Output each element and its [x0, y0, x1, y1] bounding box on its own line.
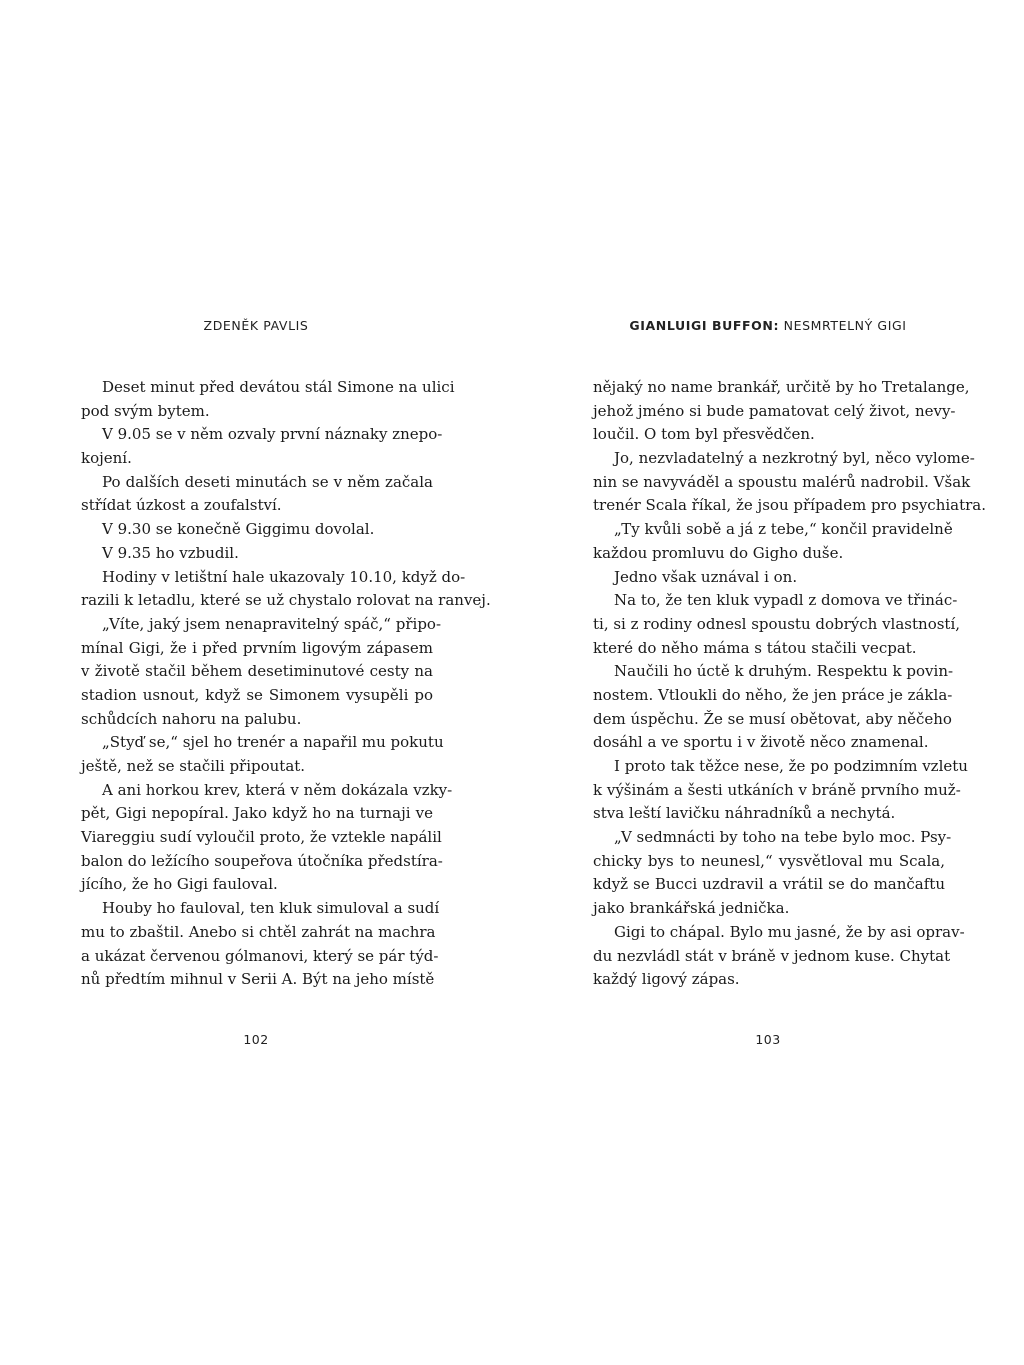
text-line: nů předtím mihnul v Serii A. Být na jeho místě [81, 970, 435, 989]
text-line: trenér Scala říkal, že jsou případem pro psychiatra. [593, 496, 987, 515]
text-line: stadion usnout, když se Simonem vysupěli po [81, 685, 433, 704]
text-line: I proto tak těžce nese, že po podzimním vzletu [614, 757, 968, 775]
text-line: Deset minut před devátou stál Simone na ulici [102, 378, 455, 396]
text-line: Gigi to chápal. Bylo mu jasné, že by asi oprav- [614, 922, 965, 941]
running-header-author [0, 318, 512, 333]
text-line: jehož jméno si bude pamatovat celý život, nevy- [593, 401, 956, 420]
book-title-bold: GIANLUIGI BUFFON: [629, 318, 780, 333]
text-line: V 9.05 se v něm ozvaly první náznaky znepo- [102, 425, 443, 444]
text-line: Jedno však uznával i on. [614, 567, 798, 586]
text-line: v životě stačil během desetiminutové cesty na [81, 662, 433, 681]
text-line: pod svým bytem. [81, 401, 210, 420]
text-line: jako brankářská jednička. [593, 899, 790, 918]
text-line: V 9.30 se konečně Giggimu dovolal. [102, 520, 375, 539]
text-line: „Styď se,“ sjel ho trenér a napařil mu pokutu [102, 733, 444, 752]
text-line: pět, Gigi nepopíral. Jako když ho na turnaji ve [81, 804, 433, 823]
left-body-text [81, 376, 491, 992]
text-line: nějaký no name brankář, určitě by ho Tretalange, [593, 378, 970, 396]
text-line: střídat úzkost a zoufalství. [81, 496, 282, 515]
text-line: loučil. O tom byl přesvědčen. [593, 425, 815, 444]
text-line: „Víte, jaký jsem nenapravitelný spáč,“ připo- [102, 614, 442, 633]
right-body-text [593, 376, 987, 992]
right-page [512, 0, 1024, 1365]
text-line: balon do ležícího soupeřova útočníka předstíra- [81, 851, 443, 870]
text-line: když se Bucci uzdravil a vrátil se do mančaftu [593, 875, 945, 894]
text-line: ti, si z rodiny odnesl spoustu dobrých vlastností, [593, 614, 961, 633]
text-line: Jo, nezvladatelný a nezkrotný byl, něco vylome- [614, 449, 975, 468]
text-line: schůdcích nahoru na palubu. [81, 709, 302, 728]
text-line: dosáhl a ve sportu i v životě něco znamenal. [593, 733, 929, 752]
text-line: ještě, než se stačili připoutat. [81, 757, 306, 775]
text-line: kojení. [81, 449, 132, 468]
text-line: „Ty kvůli sobě a já z tebe,“ končil pravidelně [614, 520, 953, 539]
text-line: du nezvládl stát v bráně v jednom kuse. Chytat [593, 946, 951, 965]
text-line: které do něho máma s tátou stačili vecpat. [593, 638, 917, 657]
text-line: a ukázat červenou gólmanovi, který se pár týd- [81, 946, 439, 965]
text-line: razili k letadlu, které se už chystalo rolovat na ranvej. [81, 591, 491, 610]
text-line: V 9.35 ho vzbudil. [102, 543, 239, 562]
text-line: nostem. Vtloukli do něho, že jen práce je zákla- [593, 685, 953, 704]
text-line: „V sedmnácti by toho na tebe bylo moc. Psy- [614, 828, 952, 847]
text-line: nin se navyváděl a spoustu malérů nadrobil. Však [593, 472, 971, 491]
text-line: jícího, že ho Gigi fauloval. [81, 875, 278, 894]
running-header-title [512, 318, 1024, 333]
page-number-left: 102 [243, 1032, 269, 1047]
text-line: Na to, že ten kluk vypadl z domova ve třinác- [614, 591, 958, 610]
book-title-rest: NESMRTELNÝ GIGI [779, 318, 907, 333]
text-line: mínal Gigi, že i před prvním ligovým zápasem [81, 638, 433, 657]
text-line: každý ligový zápas. [593, 970, 740, 989]
text-line: Po dalších deseti minutách se v něm začala [102, 472, 433, 491]
text-line: Hodiny v letištní hale ukazovaly 10.10, když do- [102, 567, 466, 586]
text-line: každou promluvu do Gigho duše. [593, 543, 844, 562]
text-line: mu to zbaštil. Anebo si chtěl zahrát na machra [81, 922, 436, 941]
text-line: k výšinám a šesti utkáních v bráně prvního muž- [593, 780, 961, 799]
page-number-right: 103 [755, 1032, 781, 1047]
text-line: stva leští lavičku náhradníků a nechytá. [593, 804, 896, 823]
text-line: Viareggiu sudí vyloučil proto, že vztekle napálil [81, 828, 442, 847]
text-line: dem úspěchu. Že se musí obětovat, aby něčeho [593, 709, 952, 728]
text-line: Houby ho fauloval, ten kluk simuloval a sudí [102, 899, 440, 918]
text-line: Naučili ho úctě k druhým. Respektu k povin- [614, 662, 954, 681]
text-line: A ani horkou krev, která v něm dokázala vzky- [102, 780, 453, 799]
author-name: ZDENĚK PAVLIS [203, 318, 309, 333]
text-line: chicky bys to neunesl,“ vysvětloval mu Scala, [593, 851, 945, 870]
